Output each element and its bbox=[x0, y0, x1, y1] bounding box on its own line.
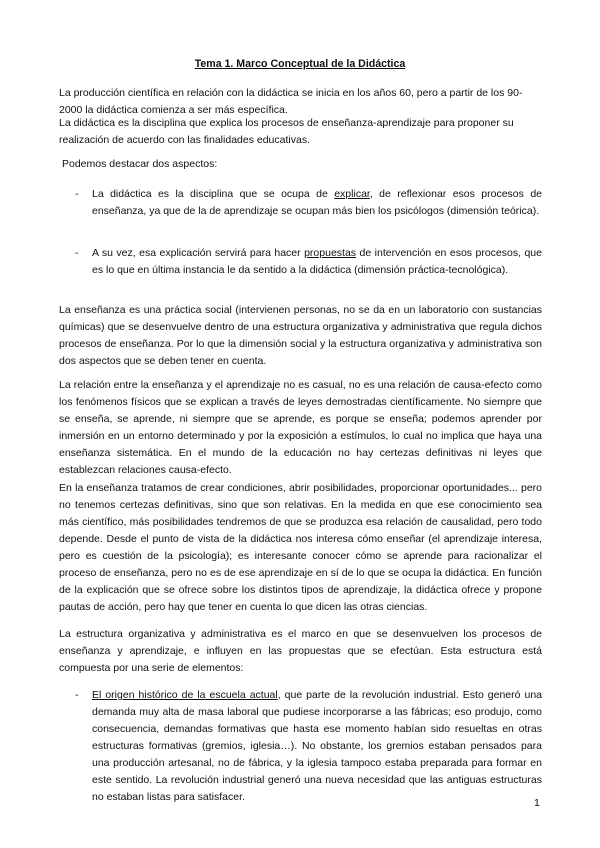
paragraph-conditions: En la enseñanza tratamos de crear condiciones, abrir posibilidades, proporcionar oportunidades... pero no tenemos certezas definitivas, sino que son relativas. En la medida en que ese conocimiento sea más científico, más posibilidades tendremos de que se produzca esa relación de causalidad, pero todo depende. Desde el punto de vista de la didáctica nos interesa cómo enseñar (el aprendizaje interesa, pero es cuestión de la psicología); es interesante conocer cómo se aprende para racionalizar el proceso de enseñanza, pero no es de ese aprendizaje en sí de lo que se ocupa la didáctica. En función de la explicación que se ofrece sobre los distintos tipos de aprendizaje, la didáctica ofrece y propone pautas de acción, pero hay que tener en cuenta lo que dicen las otras ciencias. bbox=[59, 482, 542, 613]
intro-paragraph-2: La didáctica es la disciplina que explica los procesos de enseñanza-aprendizaje para proponer su realización de acuerdo con las finalidades educativas. bbox=[59, 117, 514, 146]
intro-paragraph-1: La producción científica en relación con la didáctica se inicia en los años 60, pero a partir de los 90-2000 la didáctica comienza a ser más específica. bbox=[59, 87, 523, 116]
aspects-intro: Podemos destacar dos aspectos: bbox=[62, 158, 218, 170]
paragraph-structure: La estructura organizativa y administrativa es el marco en que se desenvuelven los procesos de enseñanza y aprendizaje, e influyen en las propuestas que se efectúan. Esta estructura está compuesta por una serie de elementos: bbox=[59, 628, 542, 674]
underlined-keyword: explicar bbox=[334, 188, 370, 200]
bullet-dash: - bbox=[75, 188, 79, 200]
paragraph-social: La enseñanza es una práctica social (intervienen personas, no se da en un laboratorio con sustancias químicas) que se desenvuelve dentro de una estructura organizativa y administrativa que regula dichos procesos de enseñanza. Por lo que la dimensión social y la estructura organizativa y administrativa son dos aspectos que se deben tener en cuenta. bbox=[59, 304, 542, 367]
list-item-text: A su vez, esa explicación servirá para hacer propuestas de intervención en esos procesos, que es lo que en última instancia le da sentido a la didáctica (dimensión práctica-tecnológica). bbox=[92, 247, 542, 276]
underlined-keyword: propuestas bbox=[304, 247, 357, 259]
list-item-text: La didáctica es la disciplina que se ocupa de explicar, de reflexionar esos procesos de enseñanza, ya que de la de aprendizaje se ocupan más bien los psicólogos (dimensión teórica). bbox=[92, 188, 542, 217]
bullet-dash: - bbox=[75, 247, 79, 259]
paragraph-relation: La relación entre la enseñanza y el aprendizaje no es casual, no es una relación de causa-efecto como los fenómenos físicos que se explican a través de leyes demostradas científicamente. No siempre que se enseña, se aprende, ni siempre que se aprende, es porque se enseña; podemos aprender por inmersión en un entorno determinado y por la exposición a estímulos, lo cual no implica que haya una enseñanza sistemática. En el mundo de la educación no hay certezas definitivas ni leyes que establezcan relaciones causa-efecto. bbox=[59, 379, 542, 476]
list-item-text: El origen histórico de la escuela actual, que parte de la revolución industrial. Esto generó una demanda muy alta de masa laboral que pudiese incorporarse a las fábricas; eso produjo, como consecuencia, demandas formativas que hasta ese momento habían sido resueltas en otras estructuras formativas (gremios, iglesia…). No obstante, los gremios estaban pensados para una producción artesanal, no de fábrica, y la iglesia tampoco estaba preparada para formar en este sentido. La revolución industrial generó una nueva necesidad que las antiguas estructuras no estaban listas para satisfacer. bbox=[92, 689, 543, 803]
bullet-dash: - bbox=[75, 689, 79, 701]
page-number: 1 bbox=[534, 797, 540, 809]
underlined-keyword: El origen histórico de la escuela actual bbox=[92, 689, 278, 701]
page-title: Tema 1. Marco Conceptual de la Didáctica bbox=[194, 58, 406, 70]
